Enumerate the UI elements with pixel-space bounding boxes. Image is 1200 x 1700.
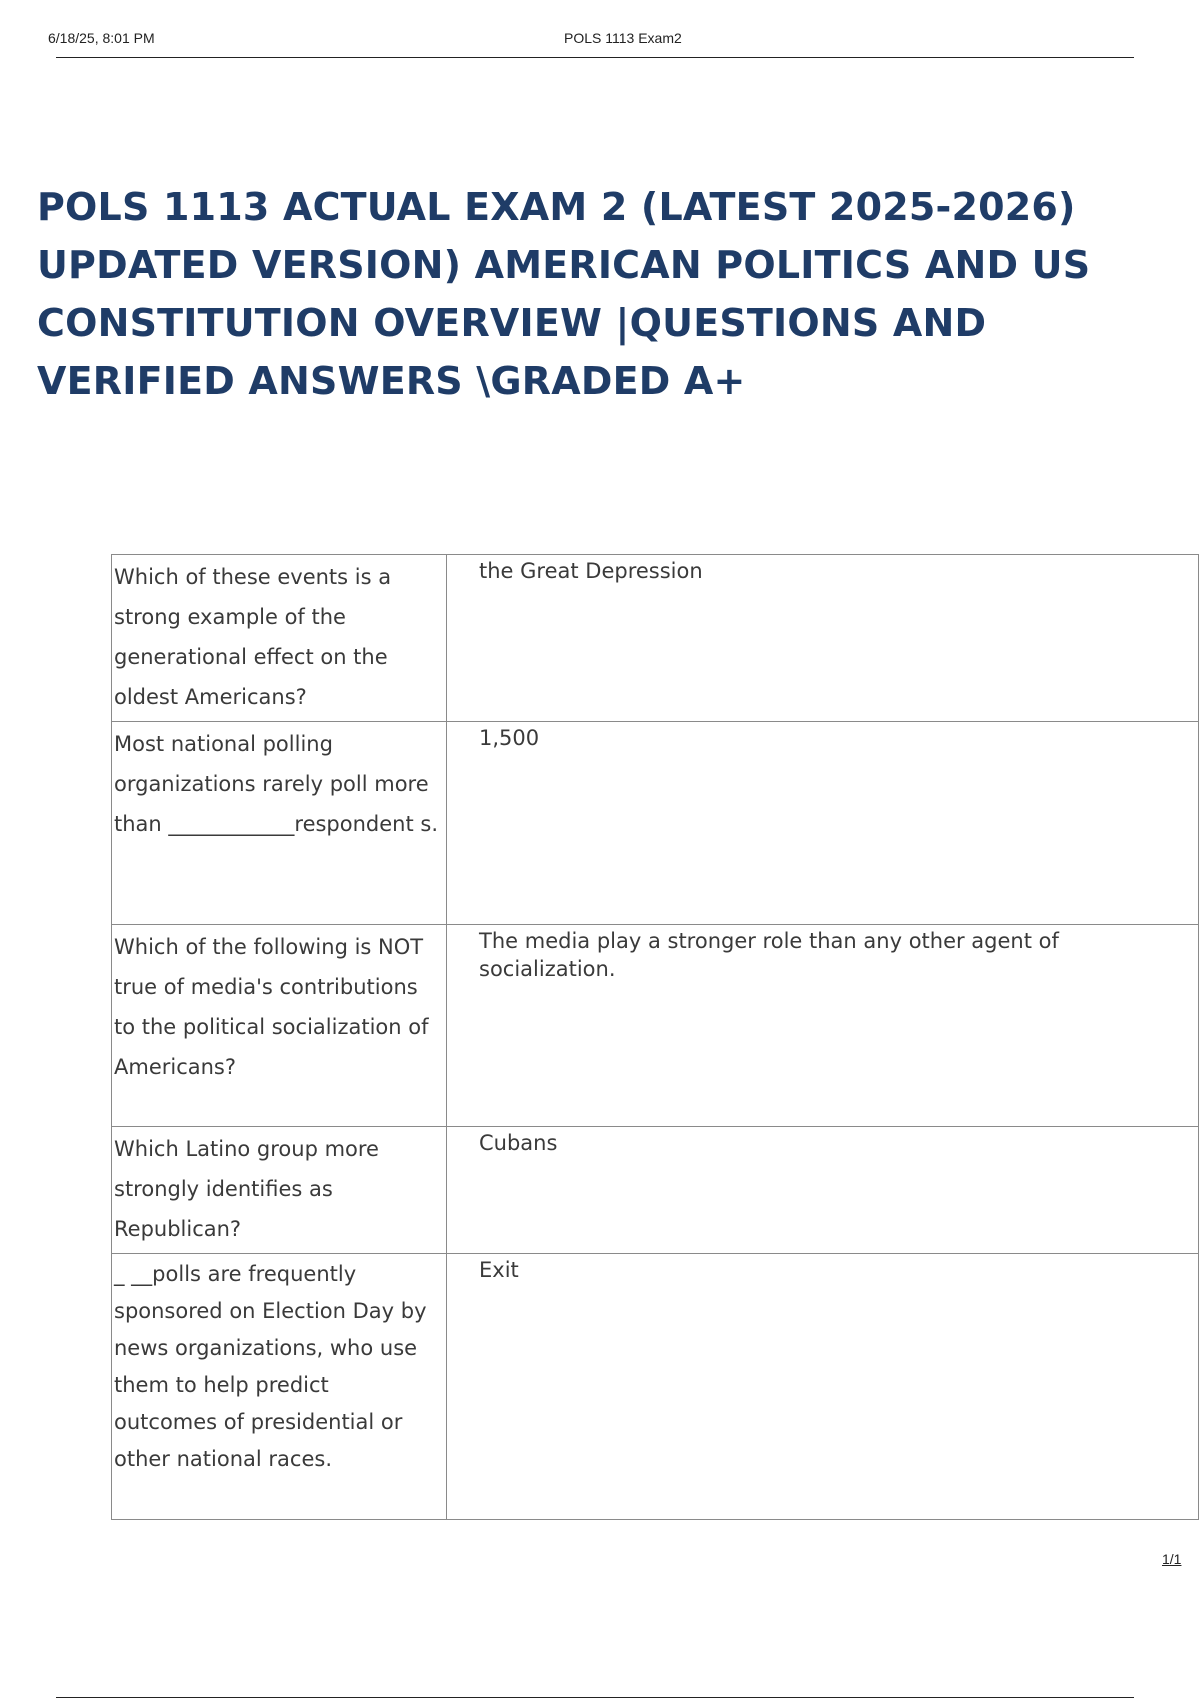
print-header	[48, 30, 1134, 58]
question-cell: Which of these events is a strong example of the generational effect on the oldest Americans?	[112, 555, 447, 722]
table-row	[112, 1127, 1199, 1254]
footer-rule	[56, 1697, 1134, 1698]
table-row	[112, 1254, 1199, 1520]
question-cell: Which Latino group more strongly identifies as Republican?	[112, 1127, 447, 1254]
print-title: POLS 1113 Exam2	[564, 30, 682, 46]
answer-cell: Cubans	[447, 1127, 1199, 1254]
question-cell: _ __polls are frequently sponsored on Election Day by news organizations, who use them to help predict outcomes of presidential or other national races.	[112, 1254, 447, 1520]
answer-cell: the Great Depression	[447, 555, 1199, 722]
print-date: 6/18/25, 8:01 PM	[48, 30, 155, 46]
table-row	[112, 925, 1199, 1127]
document-title: POLS 1113 ACTUAL EXAM 2 (LATEST 2025-2026) UPDATED VERSION) AMERICAN POLITICS AND US CONSTITUTION OVERVIEW |QUESTIONS AND VERIFIED ANSWERS \GRADED A+	[37, 185, 1091, 403]
qa-table	[111, 554, 1199, 1520]
table-row	[112, 722, 1199, 925]
page-number: 1/1	[1162, 1551, 1182, 1567]
answer-cell: 1,500	[447, 722, 1199, 925]
answer-cell: The media play a stronger role than any other agent of socialization.	[447, 925, 1199, 1127]
answer-cell: Exit	[447, 1254, 1199, 1520]
question-cell: Which of the following is NOT true of media's contributions to the political socialization of Americans?	[112, 925, 447, 1127]
question-cell: Most national polling organizations rarely poll more than ____________respondent s.	[112, 722, 447, 925]
table-row	[112, 555, 1199, 722]
